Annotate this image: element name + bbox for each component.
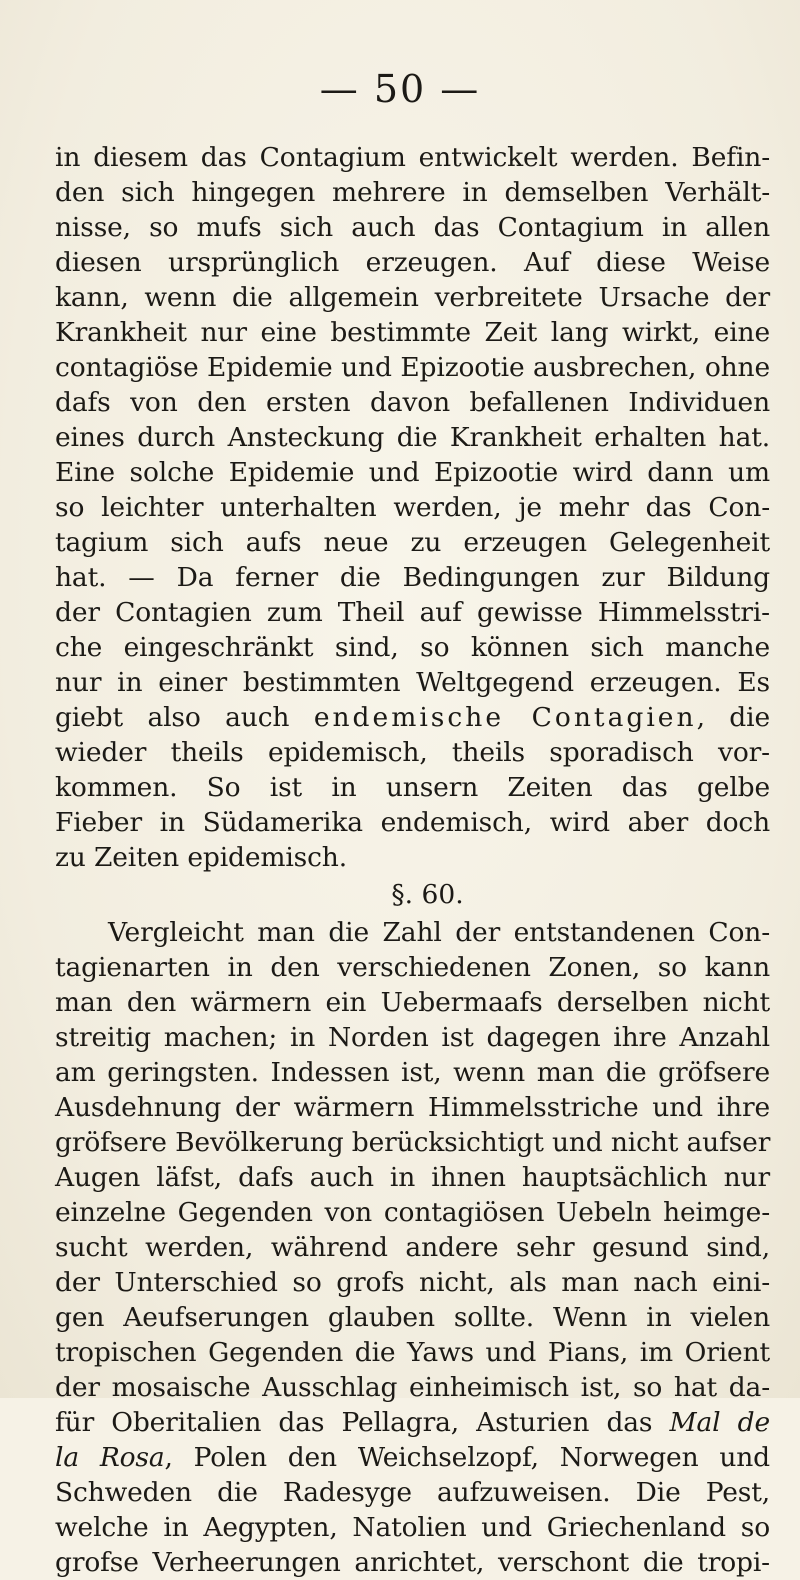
text-line: che eingeschränkt sind, so können sich manche (55, 632, 770, 663)
emphasized-term: endemische Contagien (313, 702, 697, 733)
text-line: Ausdehnung der wärmern Himmelsstriche und ihre (55, 1092, 770, 1123)
text-line: Fieber in Südamerika endemisch, wird aber doch (55, 807, 770, 838)
text-line: hat. — Da ferner die Bedingungen zur Bildung (55, 562, 770, 593)
text-segment: für Oberitalien das Pellagra, Asturien das (55, 1407, 670, 1438)
text-line: kann, wenn die allgemein verbreitete Ursache der (55, 282, 770, 313)
paragraph-contagion-zones (55, 915, 770, 1580)
text-line: eines durch Ansteckung die Krankheit erhalten hat. (55, 422, 770, 453)
text-line: wieder theils epidemisch, theils sporadisch vor- (55, 737, 770, 768)
italic-term: Mal de (669, 1407, 770, 1438)
text-line: streitig machen; in Norden ist dagegen ihre Anzahl (55, 1022, 770, 1053)
text-line: gen Aeufserungen glauben sollte. Wenn in vielen (55, 1302, 770, 1333)
text-line: nur in einer bestimmten Weltgegend erzeugen. Es (55, 667, 770, 698)
text-line: nisse, so mufs sich auch das Contagium in allen (55, 212, 770, 243)
text-line: sucht werden, während andere sehr gesund sind, (55, 1232, 770, 1263)
text-segment: , die (696, 702, 770, 733)
page-number: — 50 — (319, 67, 481, 111)
text-line: am geringsten. Indessen ist, wenn man die gröfsere (55, 1057, 770, 1088)
text-segment: , Polen den Weichselzopf, Norwegen und (164, 1442, 770, 1473)
text-line: Krankheit nur eine bestimmte Zeit lang wirkt, eine (55, 317, 770, 348)
text-line: dafs von den ersten davon befallenen Individuen (55, 387, 770, 418)
text-line: Vergleicht man die Zahl der entstandenen Con- (108, 917, 770, 948)
paragraph-contagion-origin (55, 140, 770, 875)
text-line: der Unterschied so grofs nicht, als man nach eini- (55, 1267, 770, 1298)
text-line (55, 1440, 770, 1475)
text-line: diesen ursprünglich erzeugen. Auf diese Weise (55, 247, 770, 278)
body-text (55, 140, 770, 1580)
text-line (55, 700, 770, 735)
text-line: der Contagien zum Theil auf gewisse Himmelsstri- (55, 597, 770, 628)
text-line (55, 1405, 770, 1440)
italic-term: la Rosa (55, 1442, 165, 1473)
text-line: tropischen Gegenden die Yaws und Pians, im Orient (55, 1337, 770, 1368)
text-line: gröfsere Bevölkerung berücksichtigt und nicht aufser (55, 1127, 771, 1158)
text-line: Eine solche Epidemie und Epizootie wird dann um (55, 457, 770, 488)
text-line: den sich hingegen mehrere in demselben Verhält- (55, 177, 770, 208)
text-line: man den wärmern ein Uebermaafs derselben nicht (55, 987, 770, 1018)
text-line: kommen. So ist in unsern Zeiten das gelbe (55, 772, 770, 803)
text-line: contagiöse Epidemie und Epizootie ausbrechen, ohne (55, 352, 770, 383)
text-line: Augen läfst, dafs auch in ihnen hauptsächlich nur (55, 1162, 770, 1193)
text-line: zu Zeiten epidemisch. (55, 842, 347, 873)
text-line: in diesem das Contagium entwickelt werden. Befin- (55, 142, 770, 173)
text-segment: giebt also auch (55, 702, 314, 733)
text-line: welche in Aegypten, Natolien und Griechenland so (55, 1512, 770, 1543)
text-line: der mosaische Ausschlag einheimisch ist, so hat da- (55, 1372, 770, 1403)
text-line: grofse Verheerungen anrichtet, verschont die tropi- (55, 1547, 770, 1578)
text-line: tagienarten in den verschiedenen Zonen, so kann (55, 952, 770, 983)
text-line: so leichter unterhalten werden, je mehr das Con- (55, 492, 770, 523)
text-line: einzelne Gegenden von contagiösen Uebeln heimge- (55, 1197, 770, 1228)
text-line: tagium sich aufs neue zu erzeugen Gelegenheit (55, 527, 770, 558)
section-heading: §. 60. (391, 879, 464, 910)
text-line: Schweden die Radesyge aufzuweisen. Die Pest, (55, 1477, 770, 1508)
